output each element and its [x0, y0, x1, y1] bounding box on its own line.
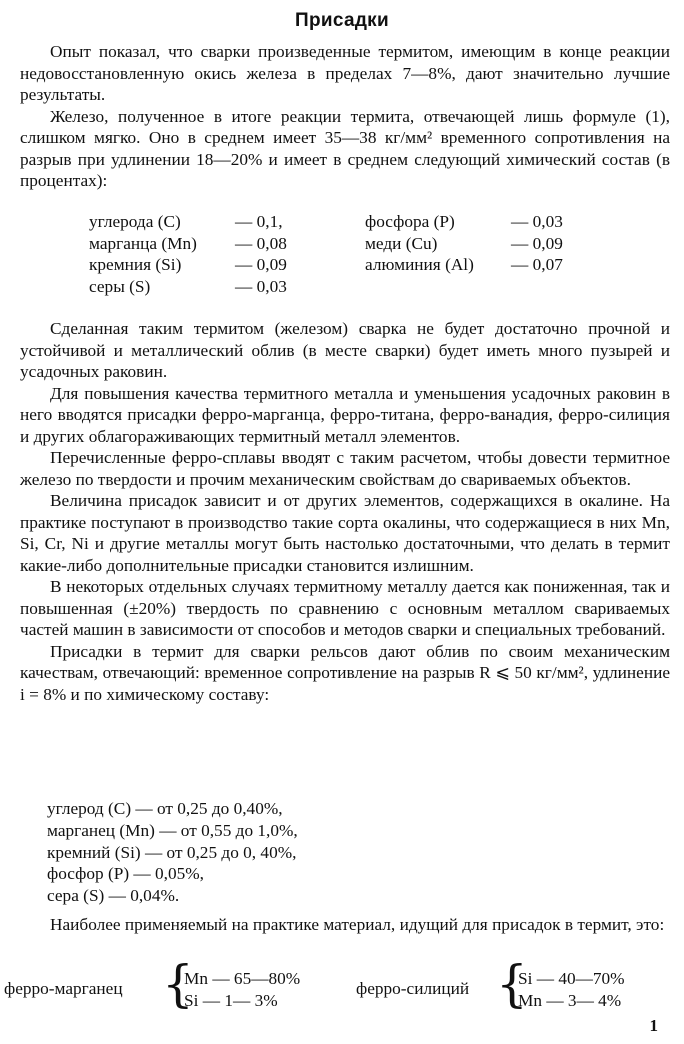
composition-row	[89, 233, 563, 255]
alloy-component: Mn — 3— 4%	[518, 991, 622, 1010]
rail-composition-list	[47, 798, 298, 907]
element-name: алюминия (Al)	[365, 255, 474, 275]
paragraph: Присадки в термит для сварки рельсов дают облив по своим механическим качествам, отвечающий: временное сопротивление на разрыв R ⩽ 50 кг/мм², удлинение i = 8% и по химическому составу:	[20, 641, 670, 704]
list-item: сера (S) — 0,04%.	[47, 886, 180, 906]
alloy-component: Si — 1— 3%	[184, 991, 278, 1010]
composition-row	[89, 276, 563, 298]
closing-text	[20, 914, 670, 936]
alloy-components	[184, 968, 300, 1012]
element-value: — 0,1,	[235, 212, 283, 231]
list-item: углерод (С) — от 0,25 до 0,40%,	[47, 799, 283, 818]
composition-row	[89, 211, 563, 233]
paragraph: Для повышения качества термитного металла и уменьшения усадочных раковин в него вводятся присадки ферро-марганца, ферро-титана, ферро-ванадия, ферро-силиция и других облагораживающих термитный металл элементов.	[20, 383, 670, 446]
brace-glyph: {	[496, 955, 528, 1013]
composition-row	[89, 254, 563, 276]
brace-glyph: {	[162, 955, 194, 1013]
list-item: марганец (Mn) — от 0,55 до 1,0%,	[47, 820, 298, 840]
element-name: фосфора (Р)	[365, 212, 455, 231]
list-item: кремний (Si) — от 0,25 до 0, 40%,	[47, 842, 297, 862]
element-value: — 0,07	[511, 255, 563, 275]
element-value: — 0,09	[511, 233, 563, 253]
element-name: меди (Cu)	[365, 233, 438, 253]
alloy-name: ферро-марганец	[4, 979, 123, 998]
element-value: — 0,03	[235, 276, 287, 296]
element-name: марганца (Mn)	[89, 233, 197, 253]
list-item: фосфор (P) — 0,05%,	[47, 864, 204, 884]
alloy-component: Si — 40—70%	[518, 969, 625, 988]
intro-text	[20, 41, 670, 192]
alloy-name: ферро-силиций	[356, 979, 470, 998]
paragraph: Наиболее применяемый на практике материал, идущий для присадок в термит, это:	[50, 915, 665, 934]
paragraph: Величина присадок зависит и от других элементов, содержащихся в окалине. На практике поступают в производство такие сорта окалины, что содержащиеся в них Mn, Si, Cr, Ni и другие металлы могут быть настолько достаточными, что делать в термит какие-либо дополнительные присадки становится излишним.	[20, 491, 670, 575]
body-text	[20, 318, 670, 705]
paragraph: Опыт показал, что сварки произведенные термитом, имеющим в конце реакции недовосстановленную окись железа в пределах 7—8%, дают значительно лучшие результаты.	[20, 42, 670, 104]
element-name: углерода (С)	[89, 212, 181, 231]
element-name: серы (S)	[89, 276, 151, 296]
paragraph: В некоторых отдельных случаях термитному металлу дается как пониженная, так и повышенная (±20%) твердость по сравнению с основным металлом свариваемых частей машин в зависимости от способов и методов сварки и специальных требований.	[20, 577, 670, 639]
alloy-components	[518, 968, 625, 1012]
element-value: — 0,09	[235, 255, 287, 275]
paragraph: Перечисленные ферро-сплавы вводят с таким расчетом, чтобы довести термитное железо по твердости и прочим механическим свойствам до свариваемых объектов.	[20, 448, 670, 489]
element-value: — 0,08	[235, 233, 287, 253]
element-value: — 0,03	[511, 212, 563, 231]
paragraph: Железо, полученное в итоге реакции термита, отвечающей лишь формуле (1), слишком мягко. Оно в среднем имеет 35—38 кг/мм² временного сопротивления на разрыв при удлинении 18—20% и имеет в среднем следующий химический состав (в процентах):	[20, 106, 670, 190]
alloy-component: Mn — 65—80%	[184, 969, 301, 988]
element-name: кремния (Si)	[89, 255, 182, 275]
element-name	[365, 276, 511, 298]
paragraph: Сделанная таким термитом (железом) сварка не будет достаточно прочной и устойчивой и металлический облив (в месте сварки) будет иметь много пузырей и усадочных раковин.	[20, 319, 670, 381]
alloy-compositions	[4, 955, 672, 1014]
page-title: Присадки	[295, 10, 389, 31]
page-number: 1	[649, 1016, 658, 1035]
composition-table	[89, 211, 563, 297]
